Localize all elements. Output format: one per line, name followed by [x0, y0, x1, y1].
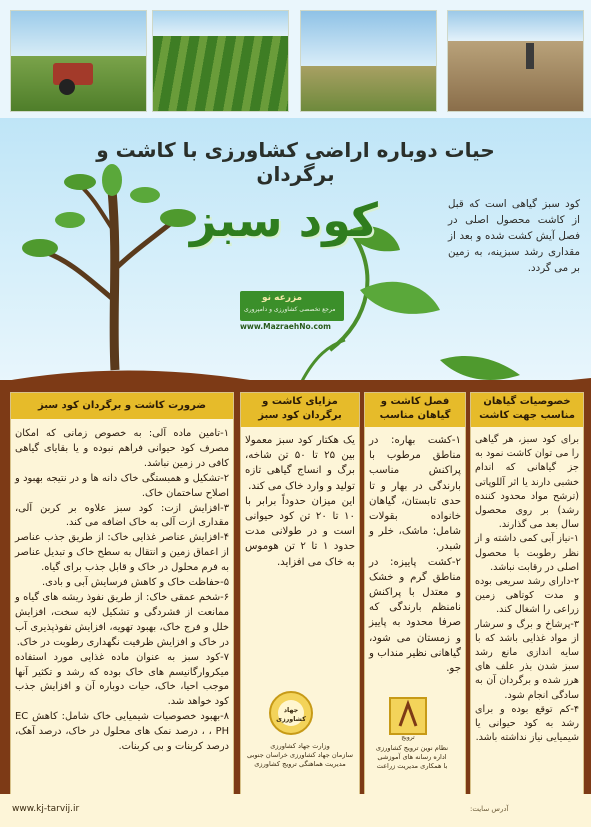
photo-farmer	[447, 10, 584, 112]
logo-name: مزرعه نو	[262, 293, 303, 303]
intro-text: کود سبز گیاهی است که قبل از کاشت محصول اصلی در فصل آیش کشت شده و بعد از مقداری رشد سبزینه، به زمین بر می گردد.	[448, 198, 580, 274]
column-text: برای کود سبز، هر گیاهی را می توان کاشت نمود به جز گیاهانی که اندام خشبی دارند یا اثر آللوپاتی (ترشح مواد محدود کننده رشد) بر روی محصول سال بعد می گذارند. ۱-نیاز آبی کمی داشته و از نظر رطوبت با محصول اصلی در رقابت نباشد. ۲-دارای رشد سریعی بوده و مدت کوتاهی زمین زراعی را اشغال کند. ۳-پرشاخ و برگ و سرشار از مواد غذایی باشد که با سایه اندازی مانع رشد سبز شدن بذر علف های هرز شده و برگردان آن به سادگی انجام شود. ۴-کم توقع بوده و برای رشد به کود حیوانی یا شیمیایی نیاز نداشته باشد.	[475, 434, 579, 744]
photo-tractor	[10, 10, 147, 112]
photo-strip	[0, 0, 591, 118]
logo-subtitle: مرجع تخصصی کشاورزی و دامپروری	[244, 306, 336, 313]
column-text: ۱-کشت بهاره: در مناطق مرطوب با پراکنش مناسب بارندگی در بهار و تا حدی تابستان، گیاهان خانواده بقولات شامل: ماشک، خلر و شبدر. ۲-کشت پاییزه: در مناطق گرم و خشک و معتدل با پراکنش نامنظم بارندگی که صرفا محدود به پاییز و زمستان می شود، گیاهانی نظیر منداب و جو.	[369, 435, 461, 675]
footer-label: آدرس سایت:	[470, 805, 509, 813]
brand-heading: کود سبز	[190, 193, 378, 247]
tarvij-caption: نظام نوین ترویج کشاورزی اداره رسانه های آموزشی با همکاری مدیریت زراعت	[375, 744, 449, 770]
tarvij-emblem	[388, 696, 428, 736]
jahad-emblem-text: جهاد کشاورزی	[276, 706, 306, 723]
footer-website[interactable]: www.kj-tarvij.ir	[12, 804, 80, 814]
tarvij-emblem-text: ترویج	[401, 734, 415, 741]
photo-plain-field	[300, 10, 437, 112]
column-heading: مزایای کاشت و برگردان کود سبز	[241, 393, 359, 427]
column-heading: خصوصیات گیاهان مناسب جهت کاشت	[471, 393, 583, 427]
column-necessity	[10, 392, 234, 796]
column-text: یک هکتار کود سبز معمولا بین ۲۵ تا ۵۰ تن شاخه، برگ و انساج گیاهی تازه تولید و وارد خاک می کند. این میزان حدوداً برابر با ۱۰ تا ۲۰ تن کود حیوانی است و در طولانی مدت حدود ۱ تا ۲ تن هوموس به خاک می افزاید.	[245, 435, 355, 568]
logo-website: www.MazraehNo.com	[240, 322, 331, 331]
page-title: حیات دوباره اراضی کشاورزی با کاشت و برگردان	[96, 138, 495, 186]
column-heading: ضرورت کاشت و برگردان کود سبز	[11, 393, 233, 419]
column-text: ۱-تامین ماده آلی: به خصوص زمانی که امکان مصرف کود حیوانی فراهم نبوده و یا بقایای گیاهی کافی در زمین نباشد. ۲-تشکیل و همبستگی خاک دانه ها و در نتیجه بهبود و اصلاح ساختمان خاک. ۳-افزایش ازت: کود سبز علاوه بر کربن آلی، مقداری ازت آلی به خاک اضافه می کند. ۴-افزایش عناصر غذایی خاک: از طریق جذب عناصر از اعماق زمین و انتقال به سطح خاک و تبدیل عناصر به فرم محلول در خاک و قابل جذب برای گیاه. ۵-حفاظت خاک و کاهش فرسایش آبی و بادی. ۶-شخم عمقی خاک: از طریق نفوذ ریشه های گیاه و ممانعت از فشردگی و تشکیل لایه سخت، افزایش خلل و فرج خاک، بهبود تهویه، افزایش نفوذپذیری آب در خاک و افزایش ظرفیت نگهداری رطوبت در خاک. ۷-کود سبز به عنوان ماده غذایی مورد استفاده میکروارگانیسم های خاک بوده که رشد و تکثیر آنها موجب احیا، خاک، حیات دوباره آن و افزایش جذب کود خواهد شد. ۸-بهبود خصوصیات شیمیایی خاک شامل: کاهش EC ، PH ، درصد نمک های محلول در خاک، درصد آهک، درصد کربنات و بی کربنات.	[15, 428, 229, 753]
column-heading: فصل کاشت و گیاهان مناسب	[365, 393, 465, 427]
jahad-caption: وزارت جهاد کشاورزی سازمان جهاد کشاورزی خراسان جنوبی مدیریت هماهنگی ترویج کشاورزی	[246, 742, 353, 768]
photo-green-rows	[152, 10, 289, 112]
column-plant-traits	[470, 392, 584, 796]
